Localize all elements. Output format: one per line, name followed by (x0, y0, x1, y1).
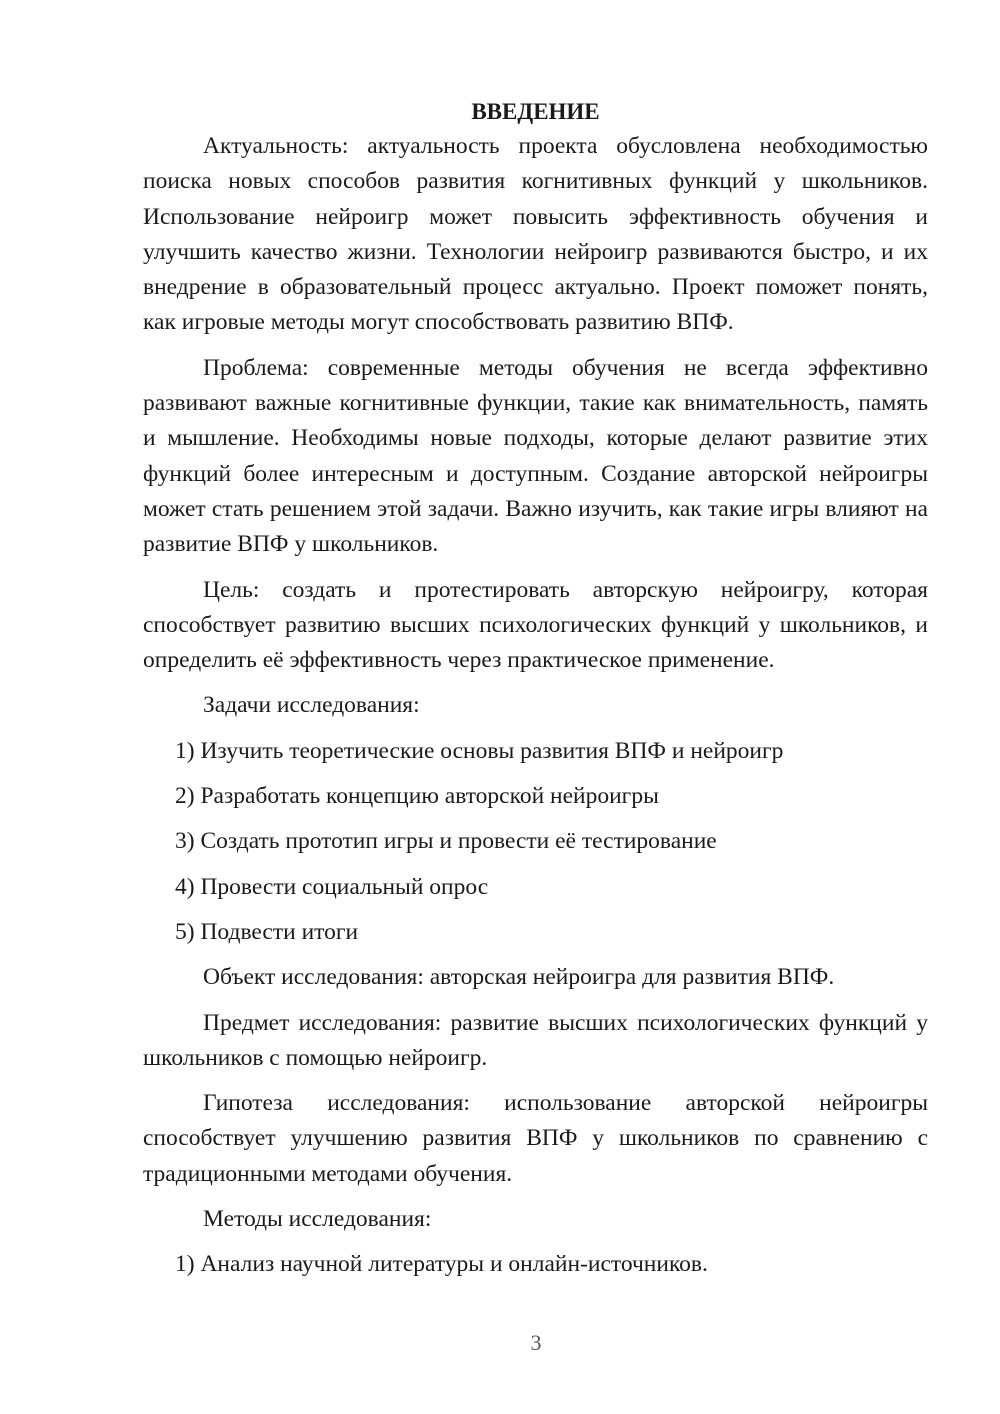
task-item-3: 3) Создать прототип игры и провести её тестирование (175, 828, 717, 855)
methods-heading: Методы исследования: (203, 1206, 432, 1233)
task-item-1: 1) Изучить теоретические основы развития ВПФ и нейроигр (175, 737, 784, 764)
tasks-heading: Задачи исследования: (203, 692, 420, 719)
task-item-2: 2) Разработать концепцию авторской нейроигры (175, 783, 659, 810)
hypothesis-paragraph: Гипотеза исследования: использование авторской нейроигры способствует улучшению развития ВПФ у школьников по сравнению с традиционными методами обучения. (143, 1090, 928, 1187)
page-content (143, 94, 928, 1293)
object-paragraph: Объект исследования: авторская нейроигра для развития ВПФ. (203, 964, 835, 991)
subject-paragraph: Предмет исследования: развитие высших психологических функций у школьников с помощью нейроигр. (143, 1009, 928, 1071)
page-number: 3 (530, 1330, 542, 1355)
section-title: ВВЕДЕНИЕ (471, 99, 600, 124)
method-item-1: 1) Анализ научной литературы и онлайн-источников. (175, 1251, 708, 1278)
relevance-paragraph: Актуальность: актуальность проекта обусловлена необходимостью поиска новых способов развития когнитивных функций у школьников. Использование нейроигр может повысить эффективность обучения и улучшить качество жизни. Технологии нейроигр развиваются быстро, и их внедрение в образовательный процесс актуально. Проект поможет понять, как игровые методы могут способствовать развитию ВПФ. (143, 133, 928, 336)
task-item-4: 4) Провести социальный опрос (175, 873, 489, 900)
goal-paragraph: Цель: создать и протестировать авторскую нейроигру, которая способствует развитию высших психологических функций у школьников, и определить её эффективность через практическое применение. (143, 576, 928, 674)
task-item-5: 5) Подвести итоги (175, 918, 359, 945)
problem-paragraph: Проблема: современные методы обучения не всегда эффективно развивают важные когнитивные функции, такие как внимательность, память и мышление. Необходимы новые подходы, которые делают развитие этих функций более интересным и доступным. Создание авторской нейроигры может стать решением этой задачи. Важно изучить, как такие игры влияют на развитие ВПФ у школьников. (143, 354, 928, 558)
